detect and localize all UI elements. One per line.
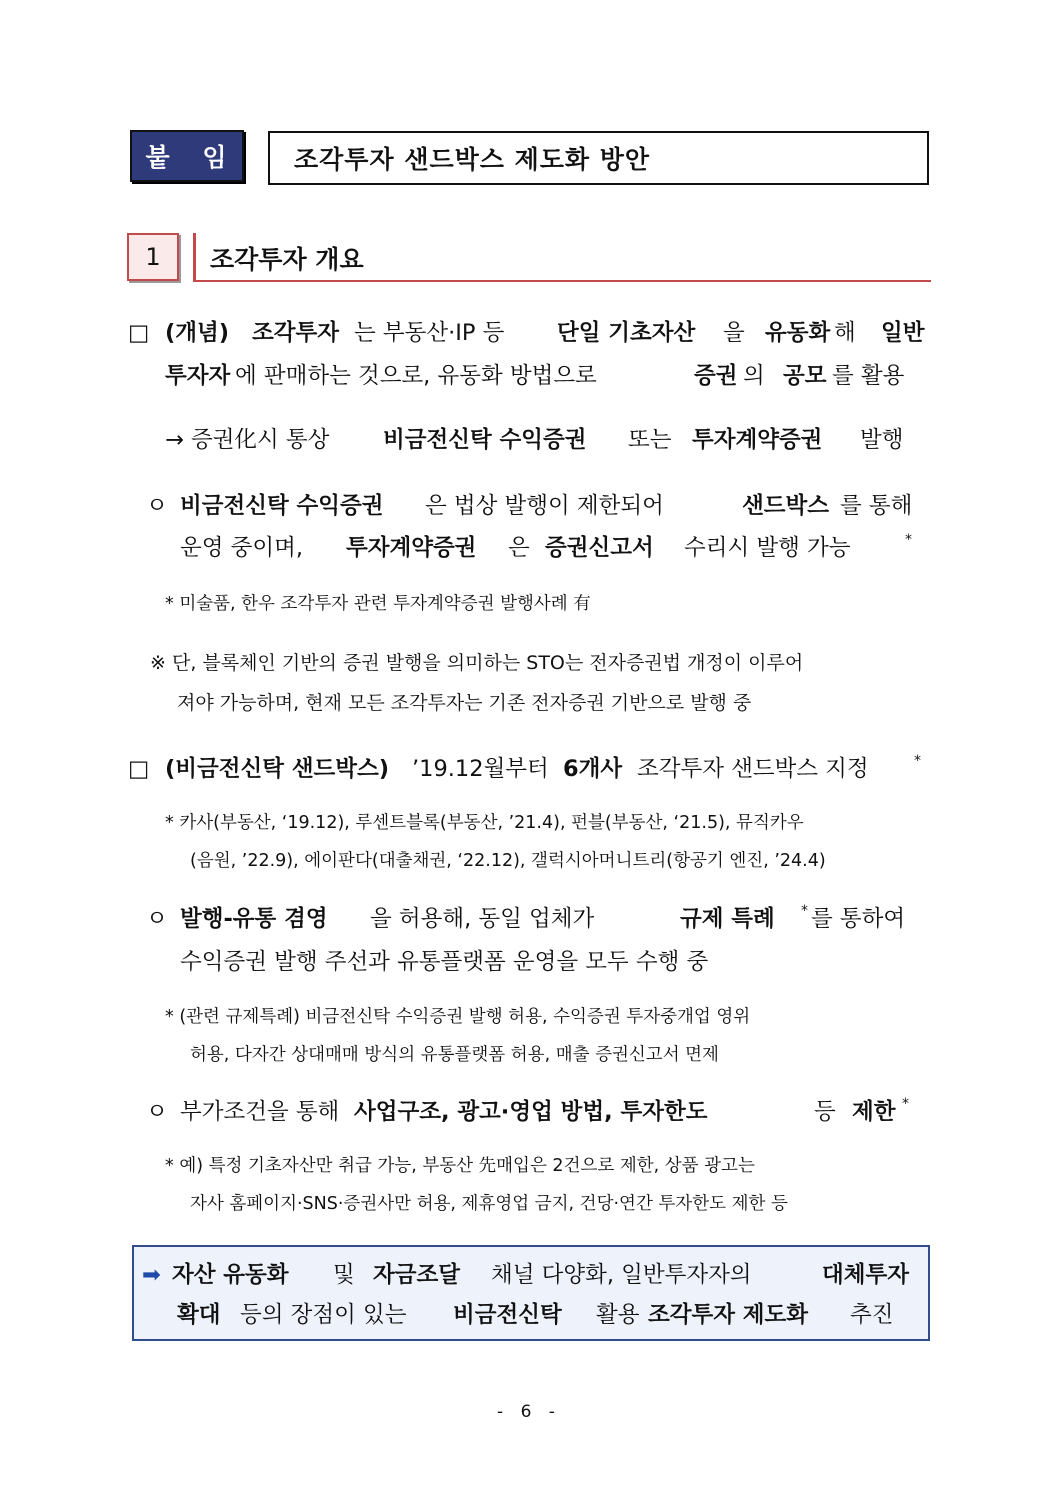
text-run: 를 활용 [832,363,905,389]
section-underline [193,280,931,282]
text-run: 조각투자 [252,320,339,346]
text-run: 6개사 [563,756,623,782]
footnote-marker: * [902,1096,909,1112]
section-number: 1 [127,233,179,281]
footnote-text: 허용, 다자간 상대매매 방식의 유통플랫폼 허용, 매출 증권신고서 면제 [190,1045,719,1065]
arrow-right-icon: ➡ [142,1262,161,1288]
text-run: 증권신고서 [545,535,654,561]
text-run: 은 법상 발행이 제한되어 [425,493,664,519]
text-run: 발행 [860,427,904,453]
text-run: ’19.12월부터 [412,756,549,782]
checkbox-bullet: □ [128,756,150,782]
text-run: 운영 중이며, [180,535,303,561]
text-run: 일반 [881,320,925,346]
text-run: 수익증권 발행 주선과 유통플랫폼 운영을 모두 수행 중 [180,949,709,975]
document-title: 조각투자 샌드박스 제도화 방안 [268,131,929,185]
text-run: 수리시 발행 가능 [684,535,851,561]
circle-bullet: ㅇ [146,906,168,932]
text-run: 증권 [694,363,738,389]
circle-bullet: ㅇ [146,1099,168,1125]
text-run: 조각투자 샌드박스 지정 [637,756,869,782]
text-run: 제한 [852,1099,896,1125]
text-run: 등 [814,1099,836,1125]
text-run: 비금전신탁 수익증권 [180,493,384,519]
attachment-badge: 붙 임 [130,130,244,182]
text-run: 자금조달 [373,1262,460,1288]
text-run: 투자자 [165,363,231,389]
section-divider [193,233,196,281]
text-run: 또는 [628,427,672,453]
text-run: 샌드박스 [742,493,829,519]
text-run: 부가조건을 통해 [180,1099,340,1125]
text-run: (비금전신탁 샌드박스) [165,756,390,782]
text-run: 을 [723,320,745,346]
checkbox-bullet: □ [128,320,150,346]
text-run: 에 판매하는 것으로, 유동화 방법으로 [235,363,597,389]
text-run: 발행-유통 겸영 [180,906,328,932]
section-title: 조각투자 개요 [210,245,364,274]
text-run: → 증권化시 통상 [165,427,330,453]
text-run: 을 허용해, 동일 업체가 [370,906,595,932]
concept-label: (개념) [165,320,230,346]
text-run: 를 통해 [840,493,913,519]
text-run: 단일 기초자산 [557,320,696,346]
text-run: 대체투자 [822,1262,909,1288]
text-run: 은 [508,535,530,561]
footnote-marker: * [801,903,808,919]
text-run: 등의 장점이 있는 [240,1302,407,1328]
footnote-text: * 미술품, 한우 조각투자 관련 투자계약증권 발행사례 有 [165,594,591,614]
text-run: 투자계약증권 [346,535,477,561]
text-run: 사업구조, 광고·영업 방법, 투자한도 [354,1099,708,1125]
text-run: 유동화 [765,320,831,346]
footnote-text: 자사 홈페이지·SNS·증권사만 허용, 제휴영업 금지, 건당·연간 투자한도 제한 등 [190,1194,788,1214]
footnote-text: (음원, ’22.9), 에이판다(대출채권, ‘22.12), 갤럭시아머니트리(항공기 엔진, ’24.4) [190,851,826,871]
footnote-text: * 예) 특정 기초자산만 취급 가능, 부동산 先매입은 2건으로 제한, 상품 광고는 [165,1156,755,1176]
footnote-marker: * [905,532,912,548]
text-run: 해 [834,320,856,346]
footnote-text: * 카사(부동산, ‘19.12), 루센트블록(부동산, ’21.4), 펀블(부동산, ‘21.5), 뮤직카우 [165,813,804,833]
text-run: 및 [333,1262,355,1288]
text-run: 를 통하여 [811,906,906,932]
text-run: 비금전신탁 수익증권 [383,427,587,453]
footnote-text: * (관련 규제특례) 비금전신탁 수익증권 발행 허용, 수익증권 투자중개업 영위 [165,1007,751,1027]
text-run: 조각투자 제도화 [648,1302,808,1328]
text-run: 비금전신탁 [453,1302,562,1328]
note-text: 져야 가능하며, 현재 모든 조각투자는 기존 전자증권 기반으로 발행 중 [177,692,752,714]
page-number: - 6 - [497,1402,561,1422]
text-run: 공모 [783,363,827,389]
note-text: ※ 단, 블록체인 기반의 증권 발행을 의미하는 STO는 전자증권법 개정이 이루어 [150,652,804,674]
text-run: 확대 [177,1302,221,1328]
text-run: 채널 다양화, 일반투자자의 [491,1262,752,1288]
text-run: 규제 특례 [680,906,775,932]
text-run: 의 [743,363,765,389]
text-run: 는 부동산·IP 등 [354,320,505,346]
circle-bullet: ㅇ [146,493,168,519]
text-run: 자산 유동화 [172,1262,289,1288]
text-run: 추진 [850,1302,894,1328]
text-run: 활용 [596,1302,640,1328]
text-run: 투자계약증권 [692,427,823,453]
footnote-marker: * [914,753,921,769]
